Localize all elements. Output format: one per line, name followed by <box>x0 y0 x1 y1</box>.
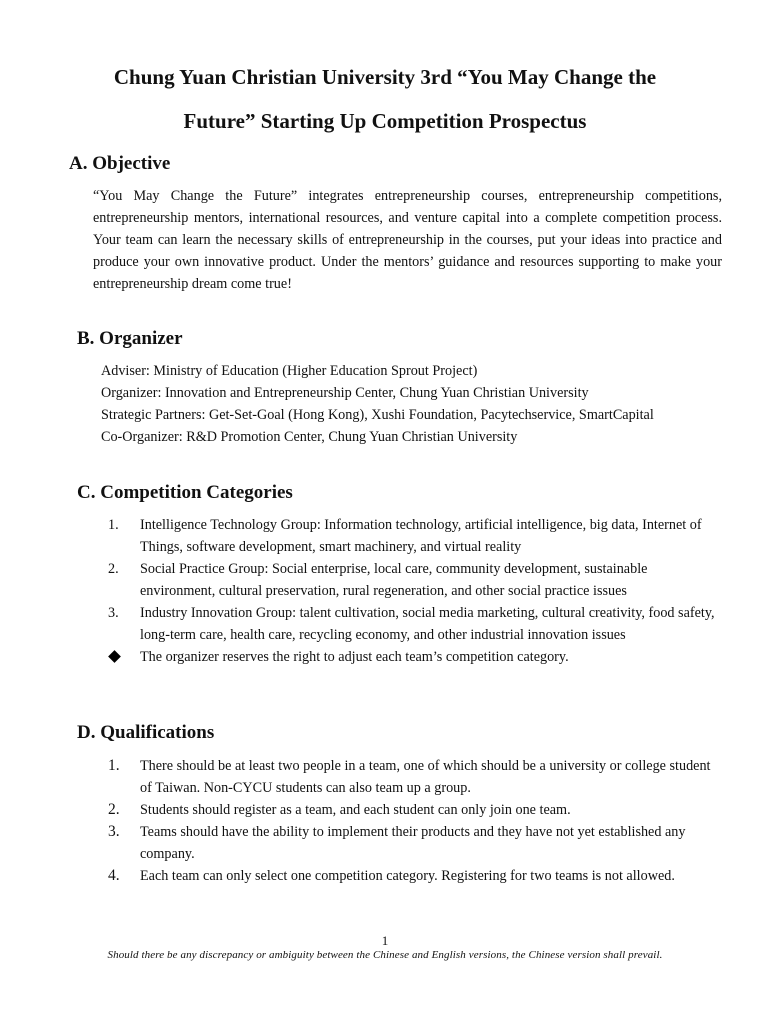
list-item-number: 3. <box>108 823 120 840</box>
diamond-bullet-icon <box>108 650 121 663</box>
list-item <box>0 755 770 799</box>
list-item-number: 2. <box>108 801 120 818</box>
list-item <box>0 602 770 646</box>
page-number: 1 <box>381 933 389 948</box>
list-item <box>0 514 770 558</box>
list-item <box>0 558 770 602</box>
document-title-line-2: Future” Starting Up Competition Prospectus <box>183 109 587 133</box>
qualifications-heading: D. Qualifications <box>77 722 215 743</box>
organizer-strategic-partners: Strategic Partners: Get-Set-Goal (Hong Kong), Xushi Foundation, Pacytechservice, SmartCapital <box>101 407 654 423</box>
list-item <box>0 646 770 668</box>
list-item <box>0 821 770 865</box>
categories-heading: C. Competition Categories <box>77 482 293 503</box>
list-item-text: There should be at least two people in a team, one of which should be a university or college student of Taiwan. Non-CYCU students can also team up a group. <box>140 758 711 796</box>
qualifications-list <box>0 755 770 887</box>
objective-body: “You May Change the Future” integrates entrepreneurship courses, entrepreneurship competitions, entrepreneurship mentors, international resources, and venture capital into a complete competition process. Your team can learn the necessary skills of entrepreneurship in the courses, put your ideas into practice and produce your own innovative product. Under the mentors’ guidance and resources supporting to make your entrepreneurship dream come true! <box>93 188 722 292</box>
categories-list <box>0 514 770 668</box>
document-title-line-1: Chung Yuan Christian University 3rd “You May Change the <box>113 65 657 89</box>
list-item-number: 2. <box>108 561 119 577</box>
list-item-number: 3. <box>108 605 119 621</box>
list-item-number: 1. <box>108 757 120 774</box>
list-item-number: 4. <box>108 867 120 884</box>
organizer-list <box>101 360 741 448</box>
organizer-organizer: Organizer: Innovation and Entrepreneurship Center, Chung Yuan Christian University <box>101 385 589 401</box>
list-item <box>0 799 770 821</box>
objective-heading: A. Objective <box>69 153 171 174</box>
list-item-text: Each team can only select one competition category. Registering for two teams is not allowed. <box>140 868 675 884</box>
categories-note: The organizer reserves the right to adjust each team’s competition category. <box>140 649 569 665</box>
list-item-text: Teams should have the ability to implement their products and they have not yet established any company. <box>140 824 686 862</box>
list-item-text: Intelligence Technology Group: Information technology, artificial intelligence, big data, Internet of Things, software development, smart machinery, and virtual reality <box>140 517 702 555</box>
footer-disclaimer: Should there be any discrepancy or ambiguity between the Chinese and English versions, the Chinese version shall prevail. <box>107 949 663 961</box>
organizer-co-organizer: Co-Organizer: R&D Promotion Center, Chung Yuan Christian University <box>101 429 518 445</box>
list-item-text: Social Practice Group: Social enterprise, local care, community development, sustainable environment, cultural preservation, rural regeneration, and other social practice issues <box>140 561 648 599</box>
list-item-number: 1. <box>108 517 119 533</box>
organizer-adviser: Adviser: Ministry of Education (Higher Education Sprout Project) <box>101 363 478 379</box>
list-item-text: Students should register as a team, and each student can only join one team. <box>140 802 571 818</box>
list-item <box>0 865 770 887</box>
organizer-heading: B. Organizer <box>77 328 183 349</box>
list-item-text: Industry Innovation Group: talent cultivation, social media marketing, cultural creativity, food safety, long-term care, health care, recycling economy, and other industrial innovation issues <box>140 605 715 643</box>
